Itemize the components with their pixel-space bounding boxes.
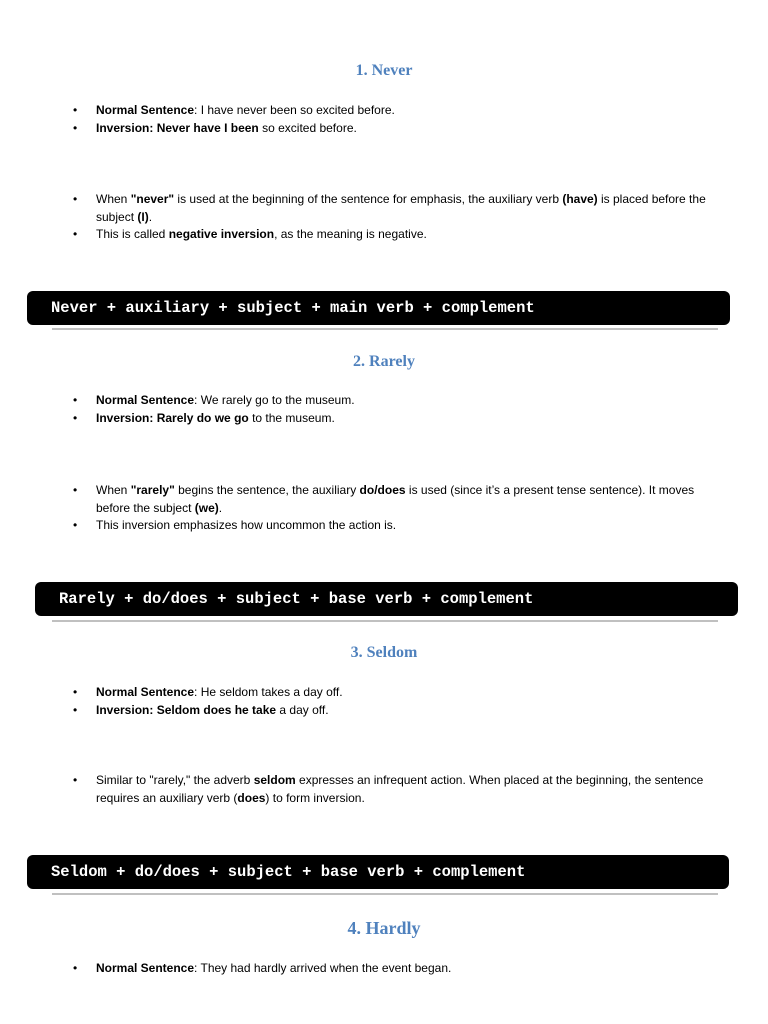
list-item: • When "rarely" begins the sentence, the auxiliary do/does is used (since it’s a present tense sentence). It moves before the subject (we). [0,482,768,517]
notes-rarely [0,482,768,535]
formula-seldom: Seldom + do/does + subject + base verb + complement [27,855,729,889]
notes-never [0,191,768,244]
list-item: • When "never" is used at the beginning of the sentence for emphasis, the auxiliary verb (have) is placed before the subject (I). [0,191,768,226]
list-item: • Inversion: Seldom does he take a day off. [0,702,768,720]
heading-rarely: 2. Rarely [353,353,415,370]
list-item: • This is called negative inversion, as the meaning is negative. [0,226,768,244]
examples-never [0,102,768,137]
notes-seldom [0,772,768,807]
list-item: • Normal Sentence: I have never been so excited before. [0,102,768,120]
list-item: • Inversion: Never have I been so excited before. [0,120,768,138]
list-item: • Normal Sentence: We rarely go to the museum. [0,392,768,410]
list-item: • Inversion: Rarely do we go to the museum. [0,410,768,428]
divider [52,893,718,895]
list-item: • Normal Sentence: He seldom takes a day off. [0,684,768,702]
examples-hardly [0,960,768,978]
list-item: • This inversion emphasizes how uncommon the action is. [0,517,768,535]
heading-never: 1. Never [355,62,413,79]
heading-seldom: 3. Seldom [350,644,418,661]
examples-rarely [0,392,768,427]
divider [52,328,718,330]
divider [52,620,718,622]
formula-never: Never + auxiliary + subject + main verb + complement [27,291,730,325]
list-item: • Similar to "rarely," the adverb seldom expresses an infrequent action. When placed at the beginning, the sentence requires an auxiliary verb (does) to form inversion. [0,772,768,807]
formula-rarely: Rarely + do/does + subject + base verb + complement [35,582,738,616]
list-item: • Normal Sentence: They had hardly arrived when the event began. [0,960,768,978]
examples-seldom [0,684,768,719]
heading-hardly: 4. Hardly [347,918,421,938]
